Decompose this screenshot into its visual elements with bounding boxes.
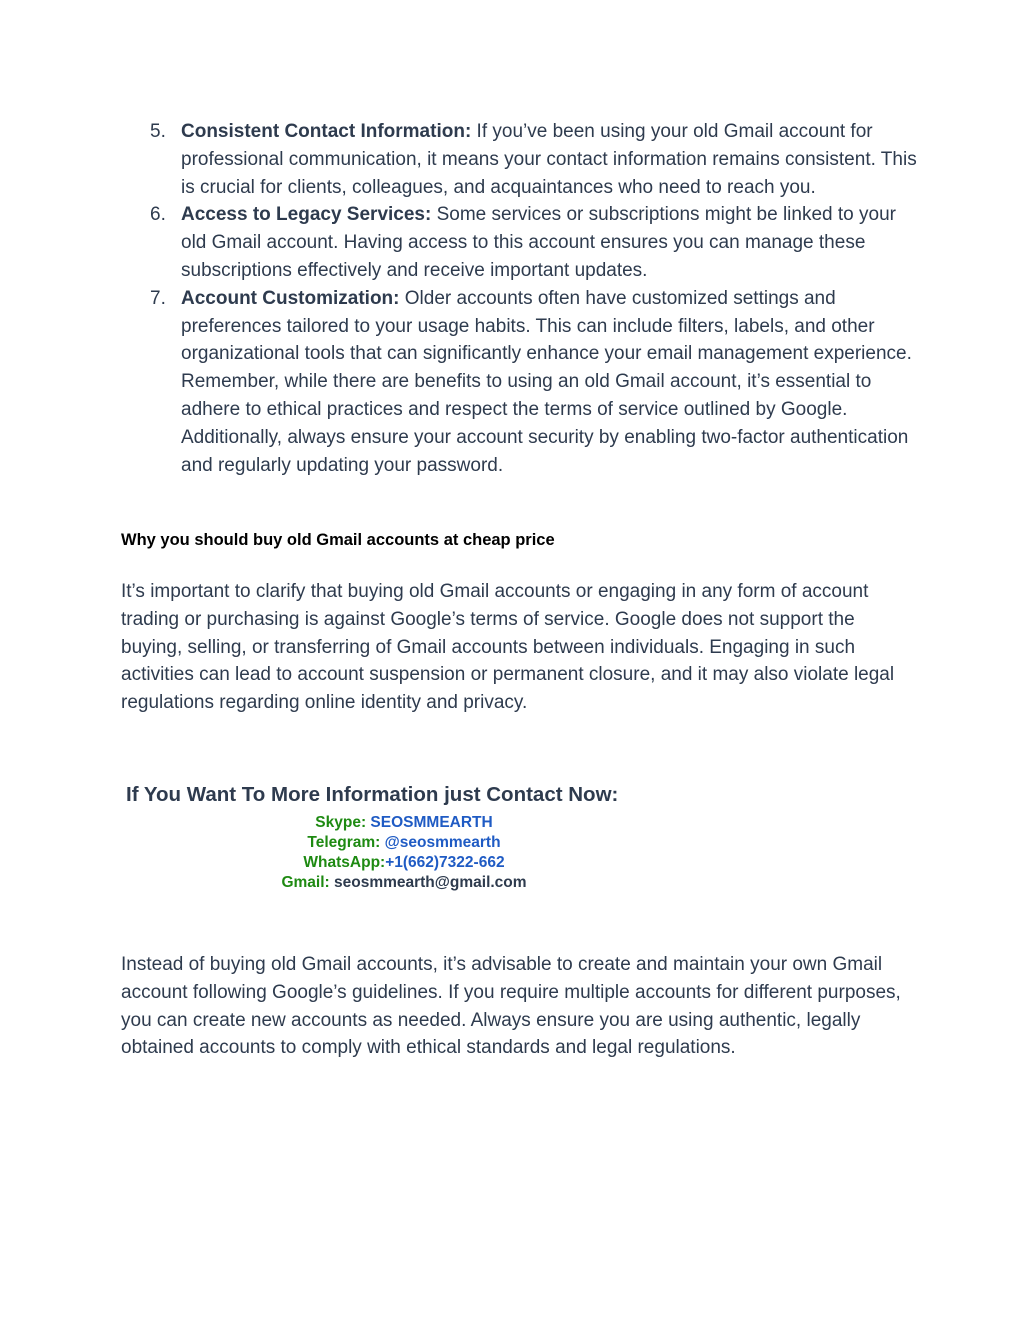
body-paragraph: Instead of buying old Gmail accounts, it’s advisable to create and maintain your own Gmail account following Google’s guidelines. If you require multiple accounts for different purposes, you can create new accounts as needed. Always ensure you are using authentic, legally obtained accounts to comply with ethical standards and legal regulations. bbox=[121, 954, 901, 1059]
list-number: 7. bbox=[150, 287, 166, 309]
list-item-text: Some services or subscriptions might be linked to your old Gmail account. Having access to this account ensures you can manage these subscriptions effectively and receive important updates. bbox=[181, 204, 896, 281]
section-subheading: Why you should buy old Gmail accounts at cheap price bbox=[121, 531, 555, 549]
list-number: 5. bbox=[150, 121, 166, 142]
list-number: 6. bbox=[150, 204, 166, 226]
body-paragraph: It’s important to clarify that buying old Gmail accounts or engaging in any form of account trading or purchasing is against Google’s terms of service. Google does not support the buying, selling, or transferring of Gmail accounts between individuals. Engaging in such activities can lead to account suspension or permanent closure, and it may also violate legal regulations regarding online identity and privacy. bbox=[121, 581, 895, 714]
contact-gmail bbox=[254, 873, 554, 893]
gmail-link[interactable]: seosmmearth@gmail.com bbox=[333, 874, 527, 891]
skype-label: Skype: bbox=[315, 814, 371, 831]
list-item-text: Older accounts often have customized settings and preferences tailored to your usage habits. This can include filters, labels, and other organizational tools that can significantly enhance your email management experience. Remember, while there are benefits to using an old Gmail account, it’s essential to adhere to ethical practices and respect the terms of service outlined by Google. Additionally, always ensure your account security by enabling two-factor authentication and regularly updating your password. bbox=[181, 287, 912, 476]
contact-skype bbox=[254, 813, 554, 833]
list-item bbox=[121, 118, 921, 201]
list-item bbox=[121, 201, 921, 284]
contact-whatsapp bbox=[254, 853, 554, 873]
skype-link[interactable]: SEOSMMEARTH bbox=[370, 814, 493, 831]
contact-block bbox=[254, 813, 554, 893]
list-item-title: Consistent Contact Information: bbox=[181, 121, 472, 142]
contact-heading: If You Want To More Information just Contact Now: bbox=[126, 783, 619, 806]
list-item-title: Account Customization: bbox=[181, 287, 400, 309]
telegram-label: Telegram: bbox=[307, 834, 385, 851]
list-item bbox=[121, 285, 921, 480]
whatsapp-label: WhatsApp: bbox=[303, 854, 386, 871]
list-item-title: Access to Legacy Services: bbox=[181, 204, 432, 226]
gmail-label: Gmail: bbox=[281, 874, 334, 891]
contact-telegram bbox=[254, 833, 554, 853]
benefits-list bbox=[121, 118, 921, 479]
whatsapp-link[interactable]: +1(662)7322-662 bbox=[385, 854, 505, 871]
telegram-link[interactable]: @seosmmearth bbox=[384, 834, 501, 851]
list-item-text: If you’ve been using your old Gmail account for professional communication, it means your contact information remains consistent. This is crucial for clients, colleagues, and acquaintances who need to reach you. bbox=[181, 121, 917, 198]
